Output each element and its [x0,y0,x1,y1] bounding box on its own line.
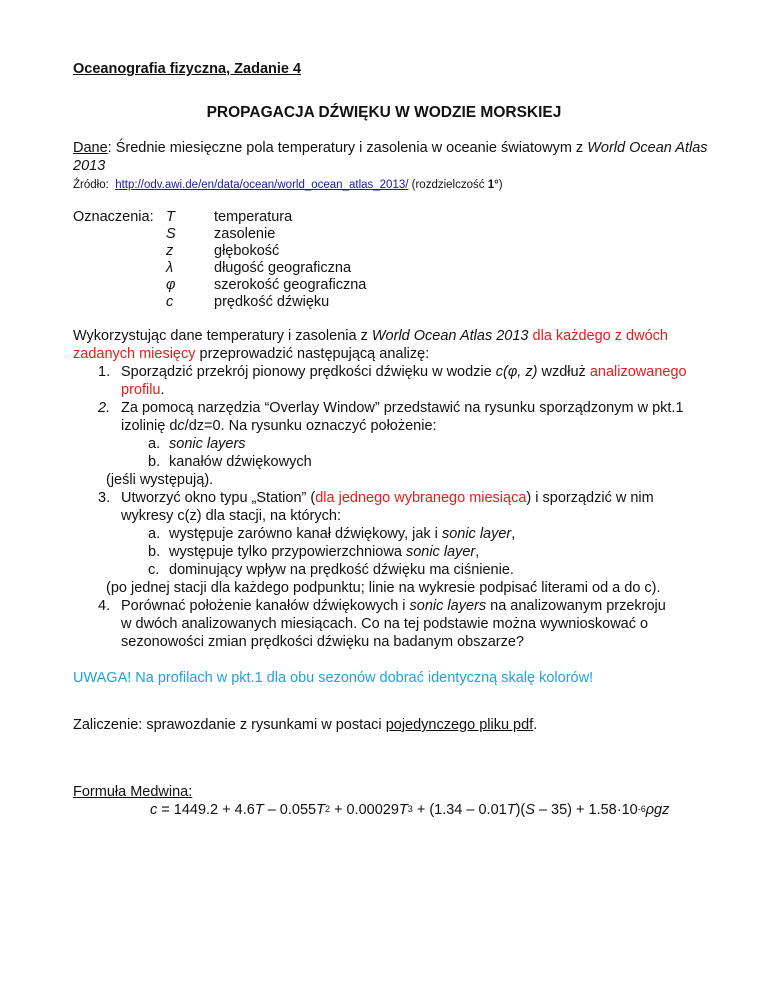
item4-italic: sonic layers [409,598,487,614]
formula-part: + 0.00029 [329,802,399,818]
source-label: Źródło: [73,179,109,191]
notation-label: Oznaczenia: [73,209,154,225]
task-intro-text: Wykorzystując dane temperatury i zasolenia z [73,328,372,344]
task-intro-text-2: przeprowadzić następującą analizę: [195,346,430,362]
item1-text-2: wzdłuż [537,364,590,380]
item2-line2 [121,418,437,435]
credit-line [73,717,537,734]
notation-meaning: zasolenie [214,226,276,242]
task-intro-atlas: World Ocean Atlas 2013 [371,328,529,344]
notation-symbols [166,209,176,311]
item1-number: 1. [98,364,111,380]
notation-meaning: prędkość dźwięku [214,294,330,310]
item2-c: c [177,418,185,434]
item1-end: . [160,382,165,398]
formula-part: + (1.34 – 0.01 [412,802,507,818]
resolution-text: (rozdzielczość [411,179,488,191]
formula-c: c [150,802,158,818]
item3-sub-a-text: występuje zarówno kanał dźwiękowy, jak i [169,526,442,542]
given-year: 2013 [73,158,106,174]
item4-line1 [121,598,666,615]
item4-line2: w dwóch analizowanych miesiącach. Co na tej podstawie można wywnioskować o [121,616,649,632]
formula-label: Formuła Medwina: [73,784,193,800]
notation-meaning: głębokość [214,243,280,259]
item3-line2: wykresy c(z) dla stacji, na których: [121,508,341,524]
item3-text-2: ) i sporządzić w nim [526,490,654,506]
item1-text: Sporządzić przekrój pionowy prędkości dźwięku w wodzie [121,364,496,380]
notation-symbol: S [166,226,176,242]
formula-T: T [398,802,408,818]
item3-sub-b-italic: sonic layer [405,544,476,560]
item3-sub-b-end: , [475,544,480,560]
page-title: PROPAGACJA DŹWIĘKU W WODZIE MORSKIEJ [206,104,562,121]
item2-number: 2. [98,400,111,416]
formula-part: = 1449.2 + 4.6 [157,802,255,818]
formula-exponent: -6 [637,804,646,814]
item3-sub-b-text: występuje tylko przypowierzchniowa [169,544,406,560]
notation-meanings [214,209,366,311]
notation-symbol: T [166,209,175,225]
item2-sub-a-number: a. [148,436,161,452]
item2-note: (jeśli występują). [106,472,214,488]
item1-line2 [121,382,165,399]
task-intro-red-2: zadanych miesięcy [73,346,196,362]
given-text: : Średnie miesięczne pola temperatury i zasolenia w oceanie światowym z [107,140,588,156]
item3-sub-a-number: a. [148,526,161,542]
medwin-formula [150,802,669,819]
task-intro-line2 [73,346,429,363]
credit-end: . [533,717,538,733]
formula-exponent: 3 [407,804,413,814]
item3-line1 [121,490,654,507]
item3-sub-c-number: c. [148,562,160,578]
item4-text: Porównać położenie kanałów dźwiękowych i [121,598,410,614]
item4-number: 4. [98,598,111,614]
item2-text-2: /dz=0. Na rysunku oznaczyć położenie: [184,418,437,434]
item3-sub-a [169,526,515,543]
item3-text: Utworzyć okno typu „Station” ( [121,490,316,506]
credit-underlined: pojedynczego pliku pdf [385,717,534,733]
item3-sub-a-end: , [511,526,516,542]
formula-part: )( [515,802,526,818]
resolution-value: 1° [487,179,499,191]
formula-T: T [506,802,516,818]
notation-symbol: φ [166,277,176,293]
formula-exponent: 2 [324,804,330,814]
item2-sub-b: kanałów dźwiękowych [169,454,312,470]
item1-red: analizowanego [589,364,687,380]
item3-number: 3. [98,490,111,506]
formula-T: T [316,802,325,818]
item4-line3: sezonowości zmian prędkości dźwięku na badanym obszarze? [121,634,524,650]
item1-formula: c(φ, z) [495,364,538,380]
source-line [73,177,503,194]
item3-sub-a-italic: sonic layer [441,526,512,542]
source-link[interactable]: http://odv.awi.de/en/data/ocean/world_ocean_atlas_2013/ [115,179,409,191]
formula-T: T [254,802,264,818]
formula-part: – 0.055 [263,802,317,818]
item2-sub-a: sonic layers [169,436,246,452]
formula-part: – 35) + 1.58·10 [534,802,638,818]
notation-meaning: temperatura [214,209,293,225]
notation-symbol: z [166,243,174,259]
course-heading: Oceanografia fizyczna, Zadanie 4 [73,61,302,77]
formula-S: S [525,802,535,818]
notation-symbol: λ [166,260,174,276]
given-atlas: World Ocean Atlas [587,140,708,156]
task-intro-red: dla każdego z dwóch [528,328,668,344]
item3-red: dla jednego wybranego miesiąca [315,490,527,506]
credit-text: Zaliczenie: sprawozdanie z rysunkami w postaci [73,717,386,733]
item1-red-2: profilu [121,382,161,398]
item3-sub-b-number: b. [148,544,161,560]
item3-sub-b [169,544,479,561]
item2-text: izolinię d [121,418,178,434]
given-line [73,140,708,157]
given-label: Dane [73,140,108,156]
resolution-close: ) [498,179,503,191]
item1-line1 [121,364,687,381]
warning-note: UWAGA! Na profilach w pkt.1 dla obu sezonów dobrać identyczną skalę kolorów! [73,670,594,686]
item2-line1: Za pomocą narzędzia “Overlay Window” przedstawić na rysunku sporządzonym w pkt.1 [121,400,684,416]
notation-meaning: długość geograficzna [214,260,352,276]
task-intro-line1 [73,328,668,345]
notation-meaning: szerokość geograficzna [214,277,367,293]
item2-sub-b-number: b. [148,454,161,470]
item4-text-2: na analizowanym przekroju [486,598,666,614]
item3-note: (po jednej stacji dla każdego podpunktu; linie na wykresie podpisać literami od a do c). [106,580,661,596]
notation-symbol: c [166,294,174,310]
formula-rho: ρgz [645,802,670,818]
item3-sub-c: dominujący wpływ na prędkość dźwięku ma ciśnienie. [169,562,514,578]
